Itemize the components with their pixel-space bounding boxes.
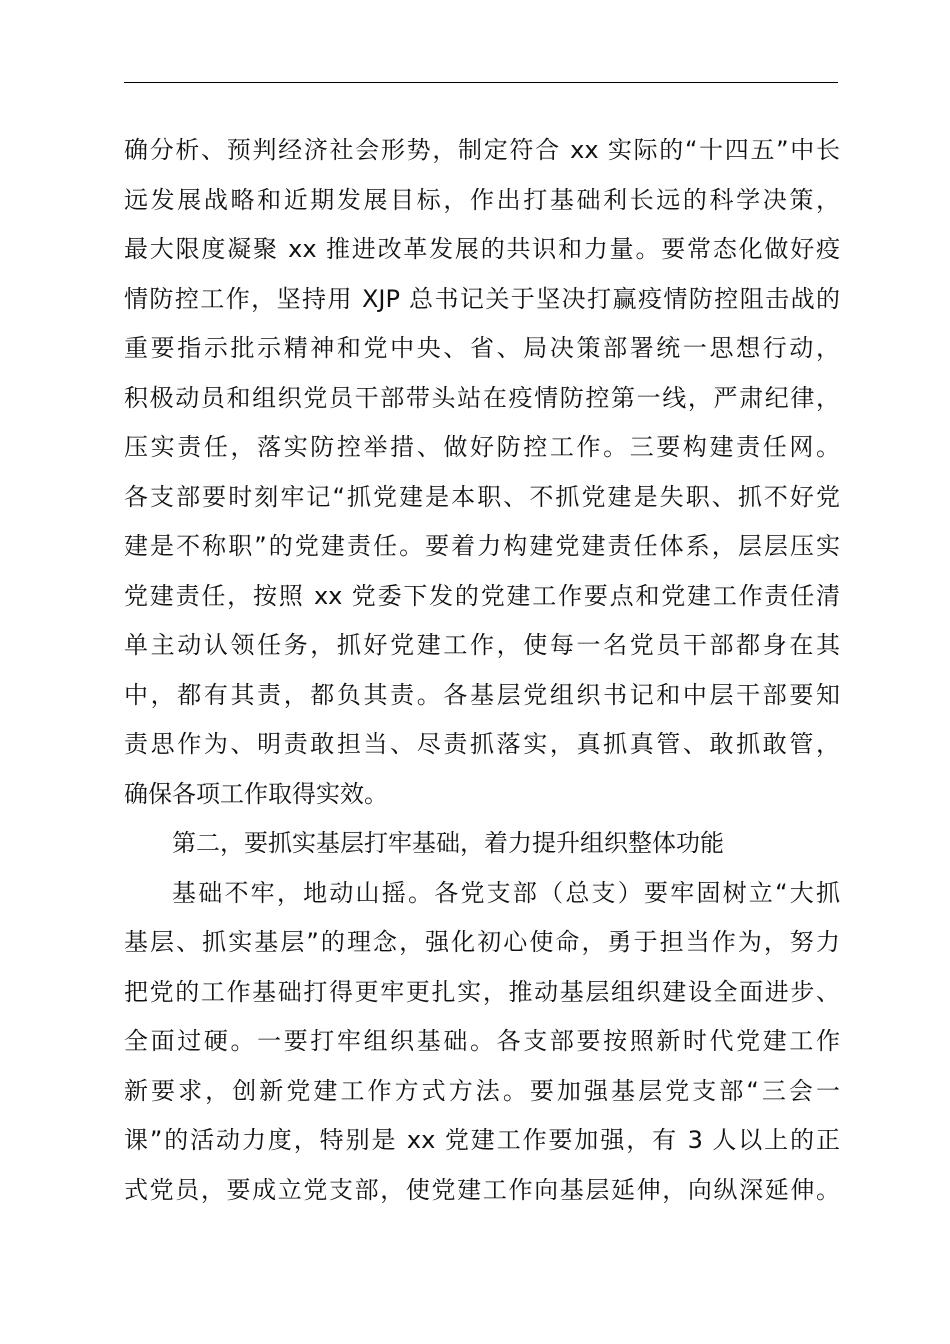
text-line: 把党的工作基础打得更牢更扎实，推动基层组织建设全面进步、: [124, 977, 840, 1006]
header-rule: [124, 82, 838, 83]
text-line: 新要求，创新党建工作方式方法。要加强基层党支部“三会一: [124, 1076, 840, 1105]
text-line: 课”的活动力度，特别是 xx 党建工作要加强，有 3 人以上的正: [124, 1126, 840, 1154]
text-line: 压实责任，落实防控举措、做好防控工作。三要构建责任网。: [124, 433, 840, 461]
text-line: 确保各项工作取得实效。: [124, 779, 388, 808]
text-line: 责思作为、明责敢担当、尽责抓落实，真抓真管、敢抓敢管，: [124, 730, 840, 758]
text-line: 式党员，要成立党支部，使党建工作向基层延伸，向纵深延伸。: [124, 1175, 840, 1204]
body-text: [124, 126, 840, 1215]
text-line: 情防控工作，坚持用 XJP 总书记关于坚决打赢疫情防控阻击战的: [124, 284, 840, 313]
text-line: 全面过硬。一要打牢组织基础。各支部要按照新时代党建工作: [124, 1027, 840, 1055]
text-line: 积极动员和组织党员干部带头站在疫情防控第一线，严肃纪律，: [124, 383, 840, 412]
text-line: 确分析、预判经济社会形势，制定符合 xx 实际的“十四五”中长: [124, 136, 840, 164]
text-line: 基层、抓实基层”的理念，强化初心使命，勇于担当作为，努力: [124, 928, 840, 956]
text-line: 基础不牢，地动山摇。各党支部（总支）要牢固树立“大抓: [172, 878, 840, 907]
text-line: 各支部要时刻牢记“抓党建是本职、不抓党建是失职、抓不好党: [124, 482, 840, 511]
text-line: 第二，要抓实基层打牢基础，着力提升组织整体功能: [172, 829, 724, 857]
text-line: 最大限度凝聚 xx 推进改革发展的共识和力量。要常态化做好疫: [124, 235, 840, 263]
text-line: 重要指示批示精神和党中央、省、局决策部署统一思想行动，: [124, 334, 840, 362]
text-line: 建是不称职”的党建责任。要着力构建党建责任体系，层层压实: [124, 532, 840, 560]
text-line: 中，都有其责，都负其责。各基层党组织书记和中层干部要知: [124, 680, 840, 709]
text-line: 党建责任，按照 xx 党委下发的党建工作要点和党建工作责任清: [124, 581, 840, 610]
text-line: 单主动认领任务，抓好党建工作，使每一名党员干部都身在其: [124, 631, 840, 659]
text-line: 远发展战略和近期发展目标，作出打基础利长远的科学决策，: [124, 185, 840, 214]
